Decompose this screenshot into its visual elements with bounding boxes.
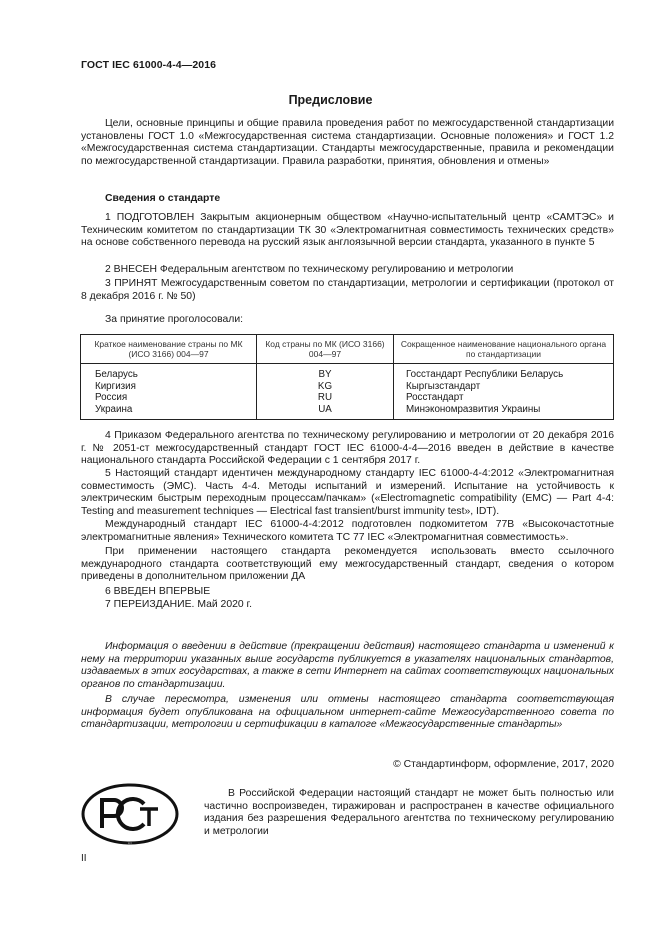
body-cell: Росстандарт [394, 392, 614, 404]
table-header-code: Код страны по МК (ИСО 3166) 004—97 [257, 335, 394, 364]
vote-label: За принятие проголосовали: [105, 314, 244, 325]
copyright-line: © Стандартинформ, оформление, 2017, 2020 [393, 759, 614, 770]
item-1-prepared: 1 ПОДГОТОВЛЕН Закрытым акционерным обществом «Научно-испытательный центр «САМТЭС» и Техническим комитетом по стандартизации ТК 30 «Электромагнитная совместимость технических средств» на основе собственного перевода на русский язык англоязычной версии стандарта, указанного в пункте 5 [81, 212, 614, 249]
page-title: Предисловие [288, 93, 373, 107]
body-cell: Госстандарт Республики Беларусь [394, 364, 614, 381]
code-cell: RU [257, 392, 394, 404]
info-paragraph-2: В случае пересмотра, изменения или отмены настоящего стандарта соответствующая информация будет опубликована на официальном интернет-сайте Межгосударственного совета по стандартизации, метрологии и сертификации в каталоге «Межгосударственные стандарты» [81, 694, 614, 731]
item-7-reissue: 7 ПЕРЕИЗДАНИЕ. Май 2020 г. [105, 599, 252, 610]
country-cell: Киргизия [81, 381, 257, 393]
item-6-first-introduced: 6 ВВЕДЕН ВПЕРВЫЕ [105, 586, 211, 597]
intro-paragraph: Цели, основные принципы и общие правила проведения работ по межгосударственной стандартизации установлены ГОСТ 1.0 «Межгосударственная система стандартизации. Основные положения» и ГОСТ 1.2 «Межгосударственная система стандартизации. Стандарты межгосударственные, правила и рекомендации по межгосударственной стандартизации. Правила разработки, принятия, обновления и отмены» [81, 118, 614, 167]
item-2-introduced: 2 ВНЕСЕН Федеральным агентством по техническому регулированию и метрологии [105, 264, 514, 275]
item-5-application: При применении настоящего стандарта рекомендуется использовать вместо ссылочного международного стандарта соответствующий ему межгосударственный стандарт, сведения о котором приведены в дополнительном приложении ДА [81, 546, 614, 583]
table-row [81, 404, 614, 420]
info-paragraph-1: Информация о введении в действие (прекращении действия) настоящего стандарта и изменений к нему на территории указанных выше государств публикуется в указателях национальных стандартов, издаваемых в этих государствах, а также в сети Интернет на сайтах соответствующих национальных органов по стандартизации. [81, 641, 614, 690]
info-heading: Сведения о стандарте [105, 193, 221, 204]
body-cell: Кыргызстандарт [394, 381, 614, 393]
code-cell: UA [257, 404, 394, 420]
page-number: II [81, 853, 87, 864]
reproduction-notice: В Российской Федерации настоящий стандарт не может быть полностью или частично воспроизведен, тиражирован и распространен в качестве официального издания без разрешения Федерального агентства по техническому регулированию и метрологии [204, 788, 614, 837]
table-row [81, 392, 614, 404]
item-4-order: 4 Приказом Федерального агентства по техническому регулированию и метрологии от 20 декабря 2016 г. № 2051-ст межгосударственный стандарт ГОСТ IEC 61000-4-4—2016 введен в действие в качестве национального стандарта Российской Федерации с 1 сентября 2017 г. [81, 430, 614, 467]
document-code-header: ГОСТ IEC 61000-4-4—2016 [81, 59, 217, 71]
country-cell: Россия [81, 392, 257, 404]
table-header-body: Сокращенное наименование национального органа по стандартизации [394, 335, 614, 364]
rst-logo-icon [80, 782, 180, 846]
table-row [81, 364, 614, 381]
body-cell: Минэкономразвития Украины [394, 404, 614, 420]
code-cell: KG [257, 381, 394, 393]
code-cell: BY [257, 364, 394, 381]
table-header-country: Краткое наименование страны по МК (ИСО 3166) 004—97 [81, 335, 257, 364]
item-5-prepared-by: Международный стандарт IEC 61000-4-4:2012 подготовлен подкомитетом 77В «Высокочастотные электромагнитные явления» Технического комитета ТС 77 IEC «Электромагнитная совместимость». [81, 519, 614, 543]
country-cell: Украина [81, 404, 257, 420]
item-5-identical: 5 Настоящий стандарт идентичен международному стандарту IEC 61000-4-4:2012 «Электромагнитная совместимость (ЭМС). Часть 4-4. Методы испытаний и измерений. Испытание на устойчивость к электрическим быстрым переходным процессам/пачкам» («Electromagnetic compatibility (EMC) — Part 4-4: Testing and measurement techniques — Electrical fast transient/burst immunity test», IDT). [81, 468, 614, 517]
country-cell: Беларусь [81, 364, 257, 381]
item-3-adopted: 3 ПРИНЯТ Межгосударственным советом по стандартизации, метрологии и сертификации (протокол от 8 декабря 2016 г. № 50) [81, 278, 614, 302]
logo-text: РСТ [128, 843, 132, 845]
table-row [81, 381, 614, 393]
voting-states-table [80, 334, 614, 420]
